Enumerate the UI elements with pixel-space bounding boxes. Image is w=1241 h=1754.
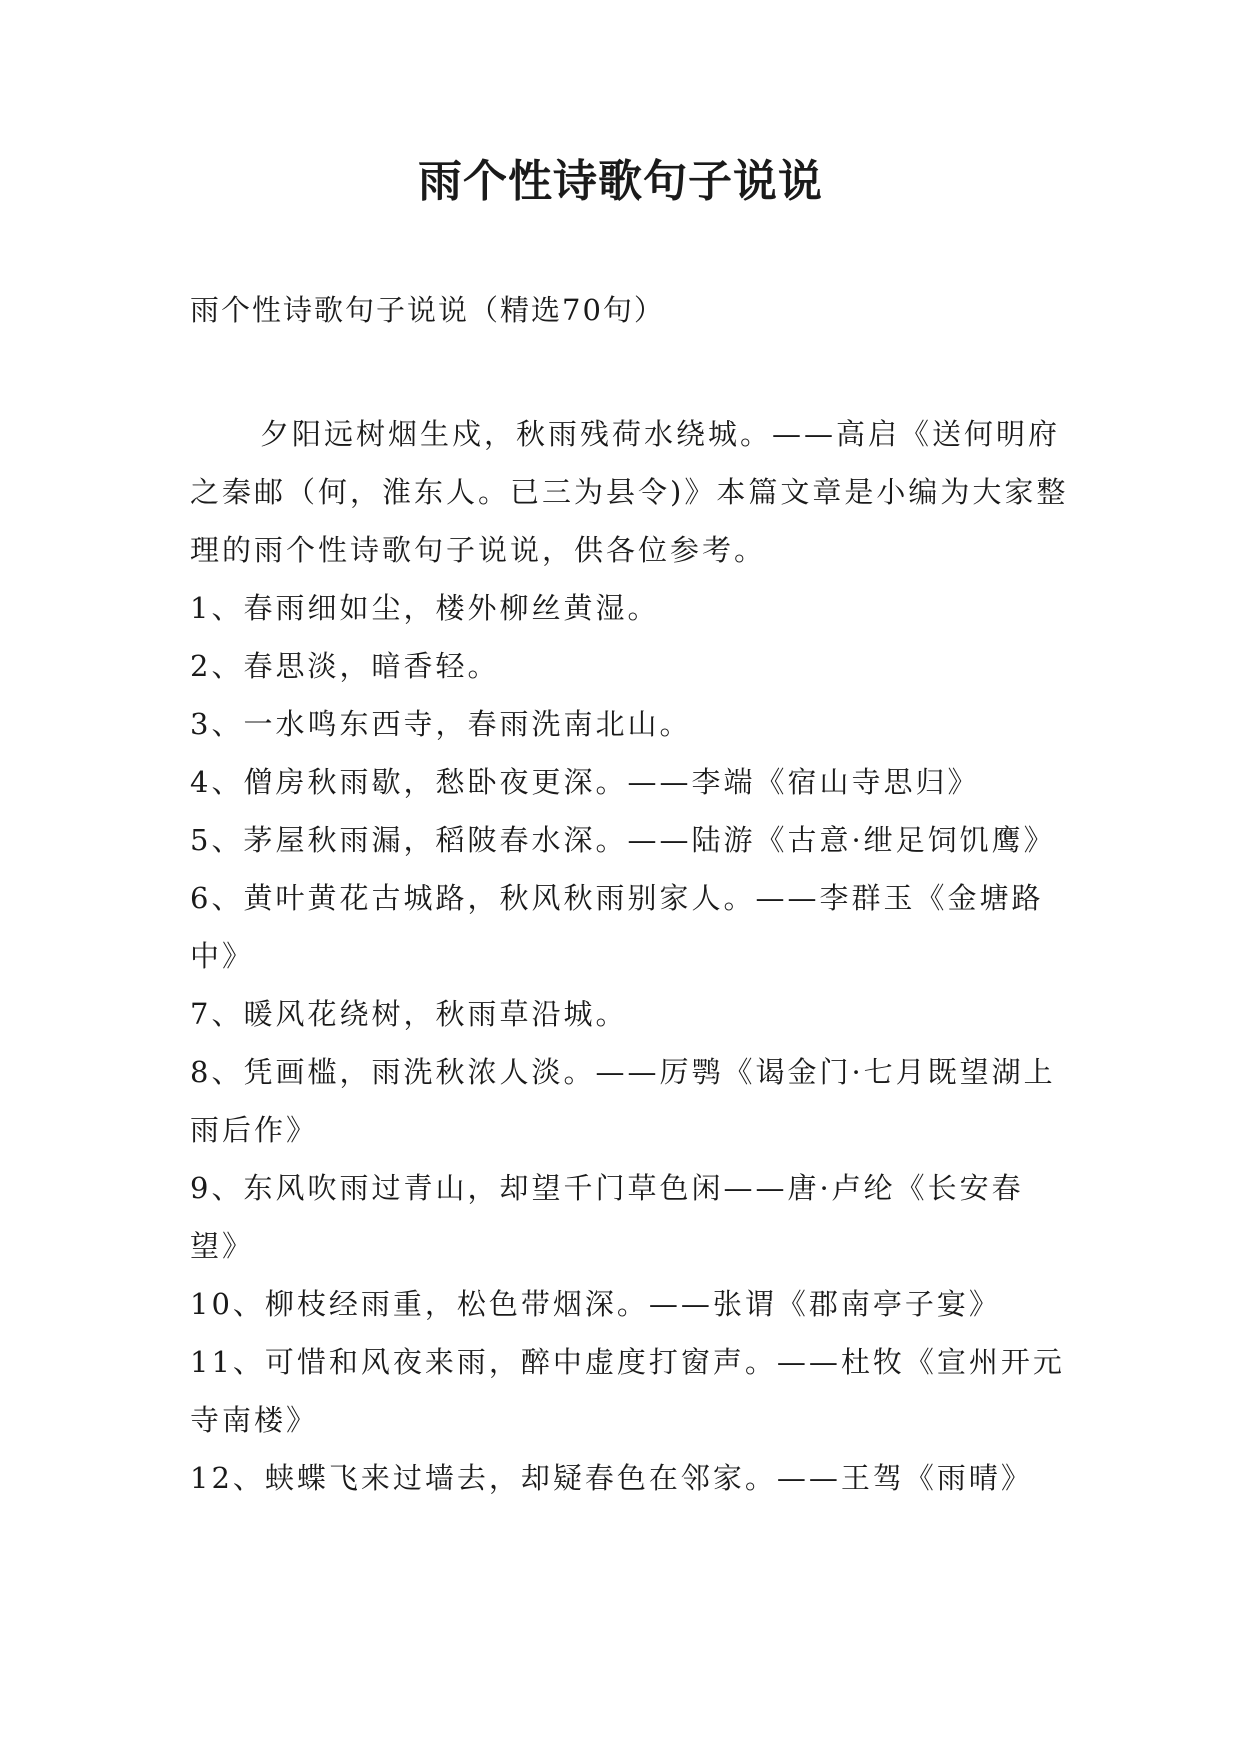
list-item: 4、僧房秋雨歇，愁卧夜更深。——李端《宿山寺思归》	[190, 765, 980, 799]
list-item: 5、茅屋秋雨漏，稻陂春水深。——陆游《古意·绁足饲饥鹰》	[190, 823, 1056, 857]
document-body	[190, 405, 1070, 1507]
list-item: 10、柳枝经雨重，松色带烟深。——张谓《郡南亭子宴》	[190, 1287, 1001, 1321]
list-item: 6、黄叶黄花古城路，秋风秋雨别家人。——李群玉《金塘路中》	[190, 881, 1044, 973]
list-item: 12、蛱蝶飞来过墙去，却疑春色在邻家。——王驾《雨晴》	[190, 1461, 1033, 1495]
list-item: 8、凭画槛，雨洗秋浓人淡。——厉鹗《谒金门·七月既望湖上雨后作》	[190, 1055, 1056, 1147]
document-title: 雨个性诗歌句子说说	[418, 156, 823, 207]
list-item: 11、可惜和风夜来雨，醉中虚度打窗声。——杜牧《宣州开元寺南楼》	[190, 1345, 1065, 1437]
document-subtitle: 雨个性诗歌句子说说（精选70句）	[190, 293, 665, 327]
list-item: 7、暖风花绕树，秋雨草沿城。	[190, 997, 628, 1031]
intro-paragraph: 夕阳远树烟生戍，秋雨残荷水绕城。——高启《送何明府之秦邮（何，淮东人。已三为县令)》本篇文章是小编为大家整理的雨个性诗歌句子说说，供各位参考。	[190, 417, 1069, 567]
list-item: 2、春思淡，暗香轻。	[190, 649, 500, 683]
list-item: 9、东风吹雨过青山，却望千门草色闲——唐·卢纶《长安春望》	[190, 1171, 1024, 1263]
list-item: 1、春雨细如尘，楼外柳丝黄湿。	[190, 591, 660, 625]
list-item: 3、一水鸣东西寺，春雨洗南北山。	[190, 707, 692, 741]
